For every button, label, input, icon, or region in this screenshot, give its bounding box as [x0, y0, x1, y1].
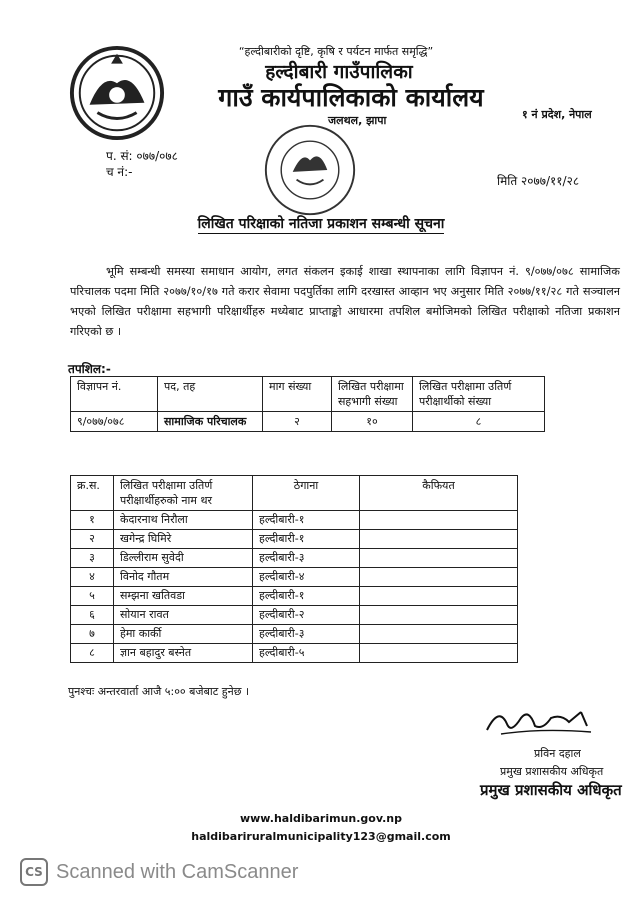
table-cell: डिल्लीराम सुवेदी	[114, 549, 253, 568]
results-header-cell: क्र.स.	[71, 476, 114, 511]
office-stamp	[262, 122, 358, 218]
summary-cell: २	[263, 412, 332, 432]
table-cell: हल्दीबारी-३	[253, 549, 360, 568]
results-header-cell: लिखित परीक्षामा उतिर्ण परीक्षार्थीहरुको नाम थर	[114, 476, 253, 511]
table-cell: हल्दीबारी-५	[253, 644, 360, 663]
municipality-name: हल्दीबारी गाउँपालिका	[265, 61, 413, 83]
summary-data-row	[71, 412, 545, 432]
table-cell: ज्ञान बहादुर बस्नेत	[114, 644, 253, 663]
office-address: जलथल, झापा	[328, 114, 387, 127]
table-cell: हेमा कार्की	[114, 625, 253, 644]
tagline: “हल्दीबारीको दृष्टि, कृषि र पर्यटन मार्फत समृद्धि”	[238, 45, 434, 58]
table-row	[71, 511, 518, 530]
table-cell	[360, 644, 518, 663]
summary-header-row	[71, 377, 545, 412]
postscript-note: पुनश्चः अन्तरवार्ता आजै ५:०० बजेबाट हुनेछ ।	[68, 685, 250, 698]
summary-header-cell: पद, तह	[158, 377, 263, 412]
table-cell: ८	[71, 644, 114, 663]
table-cell: हल्दीबारी-१	[253, 530, 360, 549]
summary-header-cell: विज्ञापन नं.	[71, 377, 158, 412]
summary-header-cell: माग संख्या	[263, 377, 332, 412]
summary-cell: ८	[413, 412, 545, 432]
camscanner-watermark	[20, 858, 298, 886]
table-cell	[360, 530, 518, 549]
table-cell: हल्दीबारी-३	[253, 625, 360, 644]
reference-number: प. सं: ०७७/०७८	[106, 149, 178, 163]
table-row	[71, 530, 518, 549]
notice-title-text: लिखित परिक्षाको नतिजा प्रकाशन सम्बन्धी सूचना	[197, 216, 445, 232]
summary-cell: १०	[332, 412, 413, 432]
province-label: १ नं प्रदेश, नेपाल	[522, 108, 592, 121]
website-link[interactable]: www.haldibarimun.gov.np	[239, 812, 402, 825]
table-cell	[360, 625, 518, 644]
notice-title	[0, 214, 642, 233]
table-cell: ५	[71, 587, 114, 606]
summary-cell: सामाजिक परिचालक	[158, 412, 263, 432]
results-header-row	[71, 476, 518, 511]
table-cell: ७	[71, 625, 114, 644]
table-row	[71, 549, 518, 568]
table-cell: हल्दीबारी-२	[253, 606, 360, 625]
results-table	[70, 475, 518, 663]
table-cell	[360, 568, 518, 587]
signer-name: प्रविन दहाल	[534, 747, 581, 760]
table-cell: हल्दीबारी-१	[253, 587, 360, 606]
notice-date: मिति २०७७/११/२८	[497, 174, 580, 188]
table-row	[71, 587, 518, 606]
results-header-cell: कैफियत	[360, 476, 518, 511]
table-row	[71, 644, 518, 663]
dispatch-number: च नं:-	[106, 165, 133, 179]
table-cell: हल्दीबारी-४	[253, 568, 360, 587]
signer-title: प्रमुख प्रशासकीय अधिकृत	[500, 765, 604, 778]
camscanner-text: Scanned with CamScanner	[56, 860, 299, 883]
table-row	[71, 568, 518, 587]
table-cell	[360, 511, 518, 530]
table-cell: २	[71, 530, 114, 549]
table-cell: ६	[71, 606, 114, 625]
results-header-cell: ठेगाना	[253, 476, 360, 511]
table-cell	[360, 587, 518, 606]
table-cell: सम्झना खतिवडा	[114, 587, 253, 606]
table-cell: सोयान रावत	[114, 606, 253, 625]
table-cell	[360, 549, 518, 568]
summary-cell: ९/०७७/०७८	[71, 412, 158, 432]
table-cell	[360, 606, 518, 625]
summary-table	[70, 376, 545, 432]
signer-title-stamp: प्रमुख प्रशासकीय अधिकृत	[480, 781, 622, 799]
table-row	[71, 606, 518, 625]
table-cell: हल्दीबारी-१	[253, 511, 360, 530]
table-row	[71, 625, 518, 644]
email-link[interactable]: haldibariruralmunicipality123@gmail.com	[191, 830, 451, 843]
table-cell: ३	[71, 549, 114, 568]
summary-header-cell: लिखित परीक्षामा सहभागी संख्या	[332, 377, 413, 412]
details-label: तपशिल:-	[68, 362, 111, 376]
table-cell: केदारनाथ निरौला	[114, 511, 253, 530]
table-cell: विनोद गौतम	[114, 568, 253, 587]
table-cell: ४	[71, 568, 114, 587]
summary-header-cell: लिखित परीक्षामा उतिर्ण परीक्षार्थीको संख्या	[413, 377, 545, 412]
signature	[481, 700, 601, 740]
results-body	[71, 511, 518, 663]
table-cell: १	[71, 511, 114, 530]
camscanner-icon: CS	[20, 858, 48, 886]
office-name: गाउँ कार्यपालिकाको कार्यालय	[218, 83, 484, 112]
notice-body: भूमि सम्बन्धी समस्या समाधान आयोग, लगत संकलन इकाई शाखा स्थापनाका लागि विज्ञापन नं. ९/०७७/०७८ सामाजिक परिचालक पदमा मिति २०७७/१०/१७ गते करार सेवामा पदपुर्तिका लागि दरखास्त आव्हान भए अनुसार मिति २०७७/११/२८ गते सञ्चालन भएको लिखित परीक्षामा सहभागी परिक्षार्थीहरु मध्येबाट प्राप्ताङ्को आधारमा तपशिल बमोजिमको लिखित परीक्षाको नतिजा प्रकाशन गरिएको छ ।	[70, 265, 620, 338]
table-cell: खगेन्द्र घिमिरे	[114, 530, 253, 549]
